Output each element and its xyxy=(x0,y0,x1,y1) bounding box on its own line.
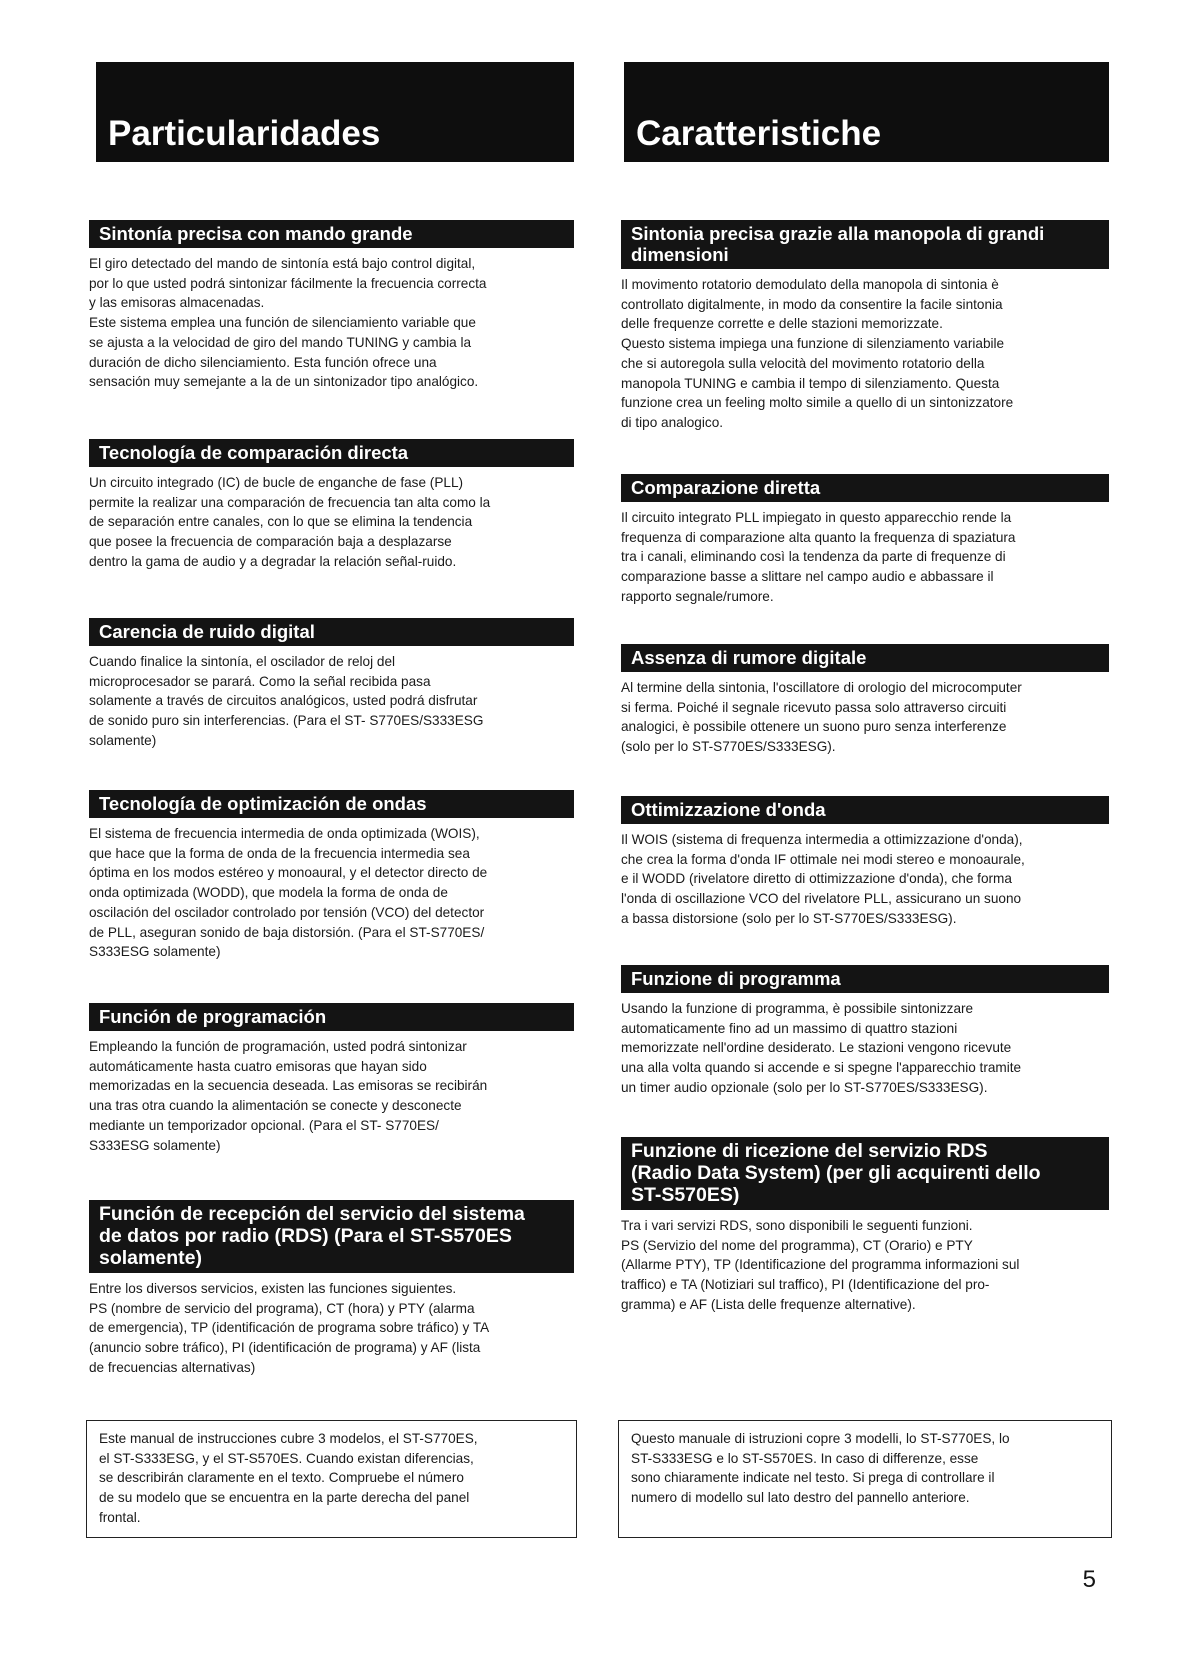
section-heading: Función de recepción del servicio del sistema de datos por radio (RDS) (Para el ST-S570ES solamente) xyxy=(89,1200,574,1273)
section-body: Un circuito integrado (IC) de bucle de enganche de fase (PLL) permite la realizar una comparación de frecuencia tan alta como la de separación entre canales, con lo que se elimina la tendencia que posee la frecuencia de comparación baja a desplazarse dentro la gama de audio y a degradar la relación señal-ruido. xyxy=(89,475,491,569)
section-heading: Carencia de ruido digital xyxy=(89,618,574,646)
page-title-italian xyxy=(624,62,1109,162)
page-number: 5 xyxy=(1082,1566,1096,1593)
page-title-spanish xyxy=(96,62,574,162)
section-body: Il WOIS (sistema di frequenza intermedia a ottimizzazione d'onda), che crea la forma d'onda IF ottimale nei modi stereo e monoaurale, e il WODD (rivelatore diretto di ottimizzazione d'onda), che forma l'onda di oscillazione VCO del rivelatore PLL, assicurano un suono a bassa distorsione (solo per lo ST-S770ES/S333ESG). xyxy=(621,832,1025,926)
section-heading: Sintonia precisa grazie alla manopola di grandi dimensioni xyxy=(621,220,1109,269)
section-heading: Función de programación xyxy=(89,1003,574,1031)
section-heading: Sintonía precisa con mando grande xyxy=(89,220,574,248)
section-spanish-5 xyxy=(89,1003,574,1155)
section-heading: Tecnología de comparación directa xyxy=(89,439,574,467)
section-heading: Tecnología de optimización de ondas xyxy=(89,790,574,818)
section-body: Entre los diversos servicios, existen las funciones siguientes. PS (nombre de servicio del programa), CT (hora) y PTY (alarma de emergencia), TP (identificación de programa sobre tráfico) y TA (anuncio sobre tráfico), PI (identificación de programa) y AF (lista de frecuencias alternativas) xyxy=(89,1281,490,1375)
section-body: El giro detectado del mando de sintonía está bajo control digital, por lo que usted podrá sintonizar fácilmente la frecuencia correcta y las emisoras almacenadas. Este sistema emplea una función de silenciamiento variable que se ajusta a la velocidad de giro del mando TUNING y cambia la duración de dicho silenciamiento. Esta función ofrece una sensación muy semejante a la de un sintonizador tipo analógico. xyxy=(89,256,487,390)
section-spanish-3 xyxy=(89,618,574,751)
section-italian-4 xyxy=(621,796,1109,929)
section-body: Usando la funzione di programma, è possibile sintonizzare automaticamente fino ad un massimo di quattro stazioni memorizzate nell'ordine desiderato. Le stazioni vengono ricevute una alla volta quando si accende e si spegne l'apparecchio tramite un timer audio opzionale (solo per lo ST-S770ES/S333ESG). xyxy=(621,1001,1022,1095)
section-spanish-2 xyxy=(89,439,574,572)
section-body: Empleando la función de programación, usted podrá sintonizar automáticamente hasta cuatro emisoras que hayan sido memorizadas en la secuencia deseada. Las emisoras se recibirán una tras otra cuando la alimentación se conecte y desconecte mediante un temporizador opcional. (Para el ST- S770ES/ S333ESG solamente) xyxy=(89,1039,488,1153)
section-italian-5 xyxy=(621,965,1109,1098)
section-italian-6 xyxy=(621,1137,1109,1315)
section-body: El sistema de frecuencia intermedia de onda optimizada (WOIS), que hace que la forma de onda de la frecuencia intermedia sea óptima en los modos estéreo y monoaural, y el detector directo de onda optimizada (WODD), que modela la forma de onda de oscilación del oscilador controlado por tensión (VCO) del detector de PLL, aseguran sonido de baja distorsión. (Para el ST-S770ES/ S333ESG solamente) xyxy=(89,826,488,960)
section-body: Al termine della sintonia, l'oscillatore di orologio del microcomputer si ferma. Poiché il segnale ricevuto passa solo attraverso circuiti analogici, è possibile ottenere un suono puro senza interferenze (solo per lo ST-S770ES/S333ESG). xyxy=(621,680,1022,755)
section-heading: Assenza di rumore digitale xyxy=(621,644,1109,672)
section-heading: Comparazione diretta xyxy=(621,474,1109,502)
section-spanish-1 xyxy=(89,220,574,392)
section-body: Tra i vari servizi RDS, sono disponibili le seguenti funzioni. PS (Servizio del nome del programma), CT (Orario) e PTY (Allarme PTY), TP (Identificazione del programma informazioni sul traffico) e TA (Notiziari sul traffico), PI (Identificazione del pro- gramma) e AF (Lista delle frequenze alternative). xyxy=(621,1218,1020,1312)
section-italian-1 xyxy=(621,220,1109,433)
title-text: Caratteristiche xyxy=(636,114,882,153)
section-spanish-6 xyxy=(89,1200,574,1378)
note-box-italian: Questo manuale di istruzioni copre 3 modelli, lo ST-S770ES, lo ST-S333ESG e lo ST-S570ES. In caso di differenze, esse sono chiaramente indicate nel testo. Si prega di controllare il numero di modello sul lato destro del pannello anteriore. xyxy=(618,1420,1112,1538)
section-body: Il circuito integrato PLL impiegato in questo apparecchio rende la frequenza di comparazione alta quanto la frequenza di spaziatura tra i canali, eliminando così la tendenza da parte di frequenze di comparazione basse a slittare nel campo audio e abbassare il rapporto segnale/rumore. xyxy=(621,510,1016,604)
section-heading: Funzione di ricezione del servizio RDS (Radio Data System) (per gli acquirenti dello ST-S570ES) xyxy=(621,1137,1109,1210)
section-body: Il movimento rotatorio demodulato della manopola di sintonia è controllato digitalmente, in modo da consentire la facile sintonia delle frequenze corrette e delle stazioni memorizzate. Questo sistema impiega una funzione di silenziamento variabile che si autoregola sulla velocità del movimento rotatorio della manopola TUNING e cambia il tempo di silenziamento. Questa funzione crea un feeling molto simile a quello di un sintonizzatore di tipo analogico. xyxy=(621,277,1014,430)
section-italian-2 xyxy=(621,474,1109,607)
title-text: Particularidades xyxy=(108,114,381,153)
section-heading: Funzione di programma xyxy=(621,965,1109,993)
section-spanish-4 xyxy=(89,790,574,962)
section-heading: Ottimizzazione d'onda xyxy=(621,796,1109,824)
note-box-spanish: Este manual de instrucciones cubre 3 modelos, el ST-S770ES, el ST-S333ESG, y el ST-S570ES. Cuando existan diferencias, se describirán claramente en el texto. Compruebe el número de su modelo que se encuentra en la parte derecha del panel frontal. xyxy=(86,1420,577,1538)
section-italian-3 xyxy=(621,644,1109,757)
section-body: Cuando finalice la sintonía, el oscilador de reloj del microprocesador se parará. Como la señal recibida pasa solamente a través de circuitos analógicos, usted podrá disfrutar de sonido puro sin interferencias. (Para el ST- S770ES/S333ESG solamente) xyxy=(89,654,484,748)
